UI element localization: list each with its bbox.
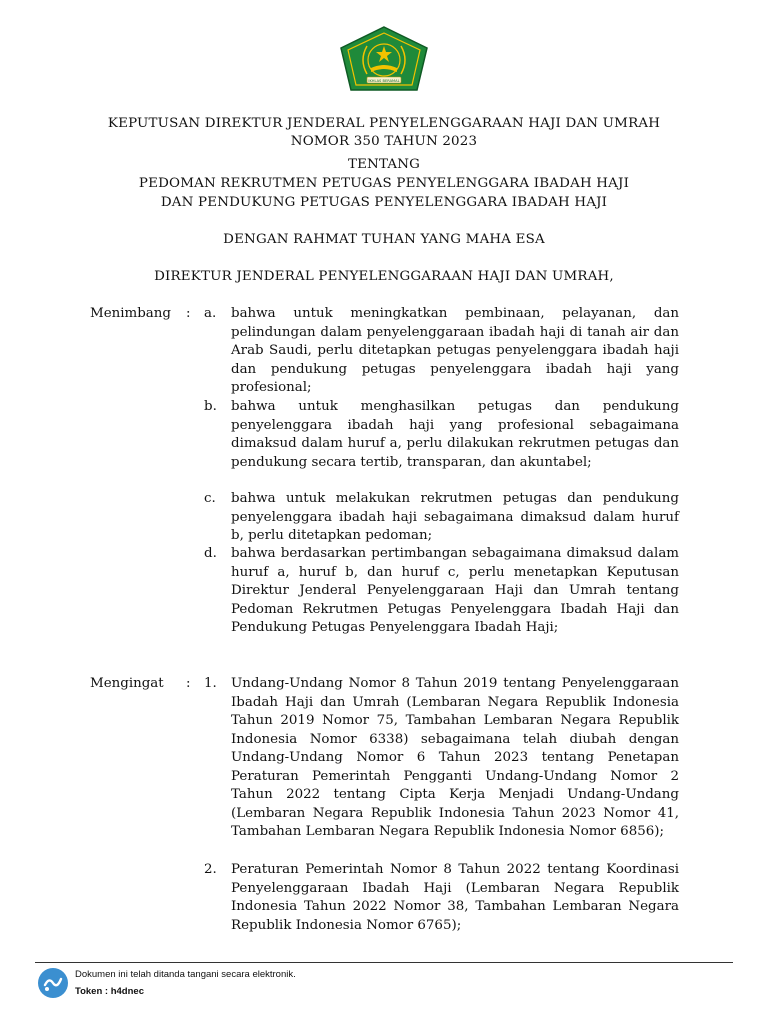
decree-number: NOMOR 350 TAHUN 2023 — [290, 134, 478, 149]
menimbang-marker-c: c. — [204, 491, 216, 506]
issuer-line: DIREKTUR JENDERAL PENYELENGGARAAN HAJI DAN UMRAH, — [154, 269, 614, 284]
subject-line-1: PEDOMAN REKRUTMEN PETUGAS PENYELENGGARA IBADAH HAJI — [138, 176, 630, 191]
decree-title: KEPUTUSAN DIREKTUR JENDERAL PENYELENGGARAAN HAJI DAN UMRAH — [107, 116, 661, 131]
menimbang-marker-a: a. — [204, 306, 217, 321]
footer-divider — [35, 962, 733, 963]
tentang-heading: TENTANG — [347, 157, 421, 172]
menimbang-item-a: bahwa untuk meningkatkan pembinaan, pelayanan, dan pelindungan dalam penyelenggaraan ibadah haji di tanah air dan Arab Saudi, perlu ditetapkan petugas penyelenggara ibadah haji dan pendukung petugas penyelenggara ibadah haji yang profesional; — [231, 306, 679, 395]
mengingat-marker-2: 2. — [204, 862, 217, 877]
mengingat-item-2: Peraturan Pemerintah Nomor 8 Tahun 2022 tentang Koordinasi Penyelenggaraan Ibadah Haji (Lembaran Negara Republik Indonesia Tahun 2022 Nomor 38, Tambahan Lembaran Negara Republik Indonesia Nomor 6765); — [231, 862, 679, 933]
menimbang-marker-d: d. — [204, 546, 217, 561]
menimbang-item-b: bahwa untuk menghasilkan petugas dan pendukung penyelenggara ibadah haji yang profesional sebagaimana dimaksud dalam huruf a, perlu dilakukan rekrutmen petugas dan pendukung secara tertib, transparan, dan akuntabel; — [231, 399, 679, 470]
emblem-banner: IKHLAS BERAMAL — [368, 79, 400, 83]
menimbang-item-c: bahwa untuk melakukan rekrutmen petugas dan pendukung penyelenggara ibadah haji sebagaimana dimaksud dalam huruf b, perlu ditetapkan pedoman; — [231, 491, 679, 543]
subject-line-2: DAN PENDUKUNG PETUGAS PENYELENGGARA IBADAH HAJI — [160, 195, 608, 210]
mengingat-colon: : — [186, 676, 191, 691]
e-signature-badge-icon — [37, 967, 69, 999]
menimbang-marker-b: b. — [204, 399, 217, 414]
menimbang-colon: : — [186, 306, 191, 321]
mengingat-marker-1: 1. — [204, 676, 217, 691]
menimbang-label: Menimbang — [90, 306, 171, 321]
kemenag-emblem-icon — [337, 26, 431, 92]
footer-token: Token : h4dnec — [75, 986, 144, 997]
invocation: DENGAN RAHMAT TUHAN YANG MAHA ESA — [223, 232, 545, 247]
mengingat-item-1: Undang-Undang Nomor 8 Tahun 2019 tentang Penyelenggaraan Ibadah Haji dan Umrah (Lembaran Negara Republik Indonesia Tahun 2019 Nomor 75, Tambahan Lembaran Negara Republik Indonesia Nomor 6338) sebagaimana telah diubah dengan Undang-Undang Nomor 6 Tahun 2023 tentang Penetapan Peraturan Pemerintah Pengganti Undang-Undang Nomor 2 Tahun 2022 tentang Cipta Kerja Menjadi Undang-Undang (Lembaran Negara Republik Indonesia Tahun 2023 Nomor 41, Tambahan Lembaran Negara Republik Indonesia Nomor 6856); — [231, 676, 679, 839]
mengingat-label: Mengingat — [90, 676, 164, 691]
footer-signed-text: Dokumen ini telah ditanda tangani secara elektronik. — [75, 969, 296, 980]
menimbang-item-d: bahwa berdasarkan pertimbangan sebagaimana dimaksud dalam huruf a, huruf b, dan huruf c, perlu menetapkan Keputusan Direktur Jenderal Penyelenggaraan Haji dan Umrah tentang Pedoman Rekrutmen Petugas Penyelenggara Ibadah Haji dan Pendukung Petugas Penyelenggara Ibadah Haji; — [231, 546, 679, 635]
